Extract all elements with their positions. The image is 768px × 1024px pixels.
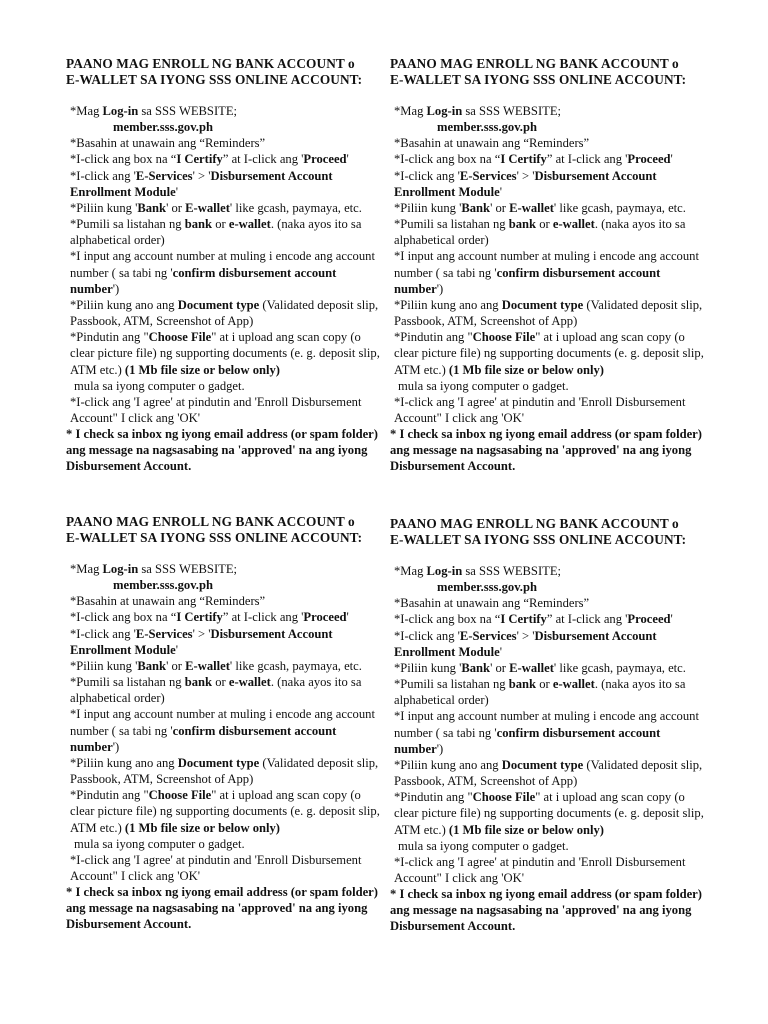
step-check-inbox: * I check sa inbox ng iyong email address (or spam folder) ang message na nagsasabing na 'approved' na ang iyong Disbursement Account. (390, 427, 702, 474)
step-reminders: *Basahin at unawain ang “Reminders” (394, 136, 590, 151)
step-document-type: *Piliin kung ano ang Document type (Validated deposit slip, Passbook, ATM, Screenshot of App) (70, 297, 379, 329)
step-reminders: *Basahin at unawain ang “Reminders” (70, 594, 266, 609)
step-certify: *I-click ang box na “I Certify” at I-click ang 'Proceed' (394, 612, 673, 627)
step-certify: *I-click ang box na “I Certify” at I-click ang 'Proceed' (394, 152, 673, 167)
step-account-number: *I input ang account number at muling i encode ang account number ( sa tabi ng 'confirm disbursement account number') (394, 709, 699, 756)
block-title (390, 516, 712, 548)
step-login: *Mag Log-in sa SSS WEBSITE; (70, 562, 238, 576)
instruction-block-2 (390, 56, 712, 475)
step-certify: *I-click ang box na “I Certify” at I-click ang 'Proceed' (70, 610, 349, 625)
block-title-line2: E-WALLET SA IYONG SSS ONLINE ACCOUNT: (66, 72, 363, 87)
instruction-block-1 (66, 56, 388, 475)
step-choose-file: *Pindutin ang "Choose File" at i upload ang scan copy (o clear picture file) ng supporting documents (e. g. deposit slip, ATM etc.) (1 Mb file size or below only) (70, 788, 380, 835)
step-login: *Mag Log-in sa SSS WEBSITE; (394, 564, 562, 578)
step-bank-or-ewallet: *Piliin kung 'Bank' or E-wallet' like gcash, paymaya, etc. (394, 660, 686, 675)
step-eservices: *I-click ang 'E-Services' > 'Disbursement Account Enrollment Module' (70, 626, 333, 657)
step-document-type: *Piliin kung ano ang Document type (Validated deposit slip, Passbook, ATM, Screenshot of App) (394, 757, 703, 789)
step-agree: *I-click ang 'I agree' at pindutin and 'Enroll Disbursement Account" I click ang 'OK' (394, 394, 686, 425)
step-check-inbox: * I check sa inbox ng iyong email address (or spam folder) ang message na nagsasabing na 'approved' na ang iyong Disbursement Account. (66, 885, 378, 932)
step-account-number: *I input ang account number at muling i encode ang account number ( sa tabi ng 'confirm disbursement account number') (70, 249, 375, 296)
sss-url: member.sss.gov.ph (437, 120, 537, 135)
step-eservices: *I-click ang 'E-Services' > 'Disbursement Account Enrollment Module' (394, 628, 657, 659)
steps-list (66, 561, 388, 933)
step-choose-file-cont: mula sa iyong computer o gadget. (398, 378, 569, 393)
step-choose-bank: *Pumili sa listahan ng bank or e-wallet. (naka ayos ito sa alphabetical order) (394, 217, 686, 248)
step-choose-bank: *Pumili sa listahan ng bank or e-wallet. (naka ayos ito sa alphabetical order) (394, 677, 686, 708)
step-eservices: *I-click ang 'E-Services' > 'Disbursement Account Enrollment Module' (70, 168, 333, 199)
block-title-line1: PAANO MAG ENROLL NG BANK ACCOUNT o (66, 514, 355, 529)
block-title-line2: E-WALLET SA IYONG SSS ONLINE ACCOUNT: (390, 532, 687, 547)
step-choose-file-cont: mula sa iyong computer o gadget. (74, 378, 245, 393)
step-login: *Mag Log-in sa SSS WEBSITE; (70, 104, 238, 118)
step-reminders: *Basahin at unawain ang “Reminders” (394, 596, 590, 611)
step-bank-or-ewallet: *Piliin kung 'Bank' or E-wallet' like gcash, paymaya, etc. (70, 658, 362, 673)
sss-url: member.sss.gov.ph (437, 580, 537, 595)
block-title-line1: PAANO MAG ENROLL NG BANK ACCOUNT o (390, 516, 679, 531)
step-certify: *I-click ang box na “I Certify” at I-click ang 'Proceed' (70, 152, 349, 167)
step-document-type: *Piliin kung ano ang Document type (Validated deposit slip, Passbook, ATM, Screenshot of App) (70, 755, 379, 787)
step-agree: *I-click ang 'I agree' at pindutin and 'Enroll Disbursement Account" I click ang 'OK' (394, 854, 686, 885)
step-agree: *I-click ang 'I agree' at pindutin and 'Enroll Disbursement Account" I click ang 'OK' (70, 394, 362, 425)
sss-url: member.sss.gov.ph (113, 578, 213, 593)
instruction-block-3 (66, 514, 388, 933)
block-title-line1: PAANO MAG ENROLL NG BANK ACCOUNT o (390, 56, 679, 71)
block-title (66, 514, 388, 546)
steps-list (390, 103, 712, 475)
steps-list (66, 103, 388, 475)
step-eservices: *I-click ang 'E-Services' > 'Disbursement Account Enrollment Module' (394, 168, 657, 199)
instruction-block-4 (390, 516, 712, 935)
step-account-number: *I input ang account number at muling i encode ang account number ( sa tabi ng 'confirm disbursement account number') (394, 249, 699, 296)
step-account-number: *I input ang account number at muling i encode ang account number ( sa tabi ng 'confirm disbursement account number') (70, 707, 375, 754)
block-title-line2: E-WALLET SA IYONG SSS ONLINE ACCOUNT: (66, 530, 363, 545)
step-choose-file: *Pindutin ang "Choose File" at i upload ang scan copy (o clear picture file) ng supporting documents (e. g. deposit slip, ATM etc.) (1 Mb file size or below only) (394, 330, 704, 377)
sss-url: member.sss.gov.ph (113, 120, 213, 135)
step-choose-bank: *Pumili sa listahan ng bank or e-wallet. (naka ayos ito sa alphabetical order) (70, 675, 362, 706)
step-check-inbox: * I check sa inbox ng iyong email address (or spam folder) ang message na nagsasabing na 'approved' na ang iyong Disbursement Account. (66, 427, 378, 474)
block-title-line1: PAANO MAG ENROLL NG BANK ACCOUNT o (66, 56, 355, 71)
step-agree: *I-click ang 'I agree' at pindutin and 'Enroll Disbursement Account" I click ang 'OK' (70, 852, 362, 883)
block-title (66, 56, 388, 88)
steps-list (390, 563, 712, 935)
block-title (390, 56, 712, 88)
step-document-type: *Piliin kung ano ang Document type (Validated deposit slip, Passbook, ATM, Screenshot of App) (394, 297, 703, 329)
step-choose-file: *Pindutin ang "Choose File" at i upload ang scan copy (o clear picture file) ng supporting documents (e. g. deposit slip, ATM etc.) (1 Mb file size or below only) (70, 330, 380, 377)
step-check-inbox: * I check sa inbox ng iyong email address (or spam folder) ang message na nagsasabing na 'approved' na ang iyong Disbursement Account. (390, 887, 702, 934)
step-login: *Mag Log-in sa SSS WEBSITE; (394, 104, 562, 118)
block-title-line2: E-WALLET SA IYONG SSS ONLINE ACCOUNT: (390, 72, 687, 87)
step-choose-file: *Pindutin ang "Choose File" at i upload ang scan copy (o clear picture file) ng supporting documents (e. g. deposit slip, ATM etc.) (1 Mb file size or below only) (394, 790, 704, 837)
step-bank-or-ewallet: *Piliin kung 'Bank' or E-wallet' like gcash, paymaya, etc. (70, 200, 362, 215)
step-choose-bank: *Pumili sa listahan ng bank or e-wallet. (naka ayos ito sa alphabetical order) (70, 217, 362, 248)
step-bank-or-ewallet: *Piliin kung 'Bank' or E-wallet' like gcash, paymaya, etc. (394, 200, 686, 215)
step-choose-file-cont: mula sa iyong computer o gadget. (74, 836, 245, 851)
step-choose-file-cont: mula sa iyong computer o gadget. (398, 838, 569, 853)
step-reminders: *Basahin at unawain ang “Reminders” (70, 136, 266, 151)
